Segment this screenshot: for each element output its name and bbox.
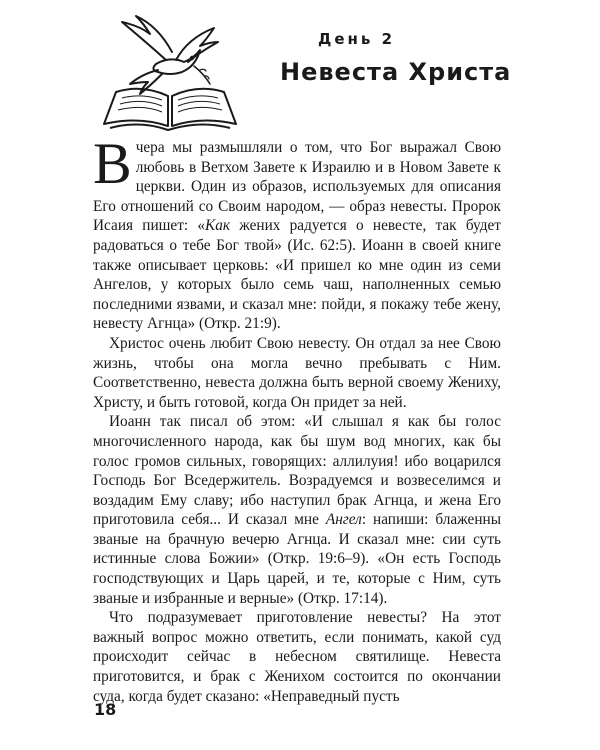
drop-cap: В xyxy=(93,131,132,196)
dove-over-open-book-icon xyxy=(96,12,244,132)
paragraph-3 xyxy=(93,412,501,608)
paragraph-4: Что подразумевает приготовление невесты? На этот важный вопрос можно ответить, если понимать, какой суд происходит сейчас в небесном святилище. Невеста приготовится, и брак с Женихом состоится по окончании суда, когда будет сказано: «Неправедный пусть xyxy=(93,609,501,705)
paragraph-2: Христос очень любит Свою невесту. Он отдал за нее Свою жизнь, чтобы она могла вечно пребывать с Ним. Соответственно, невеста должна быть верной своему Жениху, Христу, и быть готовой, когда Он придет за ней. xyxy=(93,334,501,411)
day-label: День 2 xyxy=(318,30,396,48)
paragraph-1-text-c: жених радуется о невесте, так будет радоваться о тебе Бог твой» (Ис. 62:5). Иоанн в своей книге также описывает церковь: «И пришел ко мне один из семи Ангелов, у которых было семь чаш, наполненных семью последними язвами, и сказал мне: пойди, я покажу тебе жену, невесту Агнца» (Откр. 21:9). xyxy=(93,217,501,333)
paragraph-1 xyxy=(93,131,501,334)
chapter-title: Невеста Христа xyxy=(280,58,512,86)
paragraph-1-text-a: чера мы размышляли о том, что Бог выражал Свою любовь в Ветхом Завете к Израилю и в Новом Завете к церкви. Один из образов, используемых для описания Его отношений со Своим народом, — образ невесты. Пророк Исаия пишет: « xyxy=(93,139,501,235)
dove-wing-back xyxy=(122,16,172,60)
page-number: 18 xyxy=(94,700,117,719)
paragraph-3-text-c: : напиши: блаженны званые на брачную вечерю Агнца. И сказал мне: сии суть истинные слова Божии» (Откр. 19:6–9). «Он есть Господь господствующих и Царь царей, и те, которые с Ним, суть званые и избранные и верные» (Откр. 17:14). xyxy=(93,511,501,607)
paragraph-3-italic: Ангел xyxy=(325,511,362,529)
paragraph-3-text-a: Иоанн так писал об этом: «И слышал я как бы голос многочисленного народа, как бы шум вод многих, как бы голос громов сильных, говорящих: аллилуия! ибо воцарился Господь Бог Вседержитель. Возрадуемся и возвеселимся и воздадим Ему славу; ибо наступил брак Агнца, и жена Его приготовила себя... И сказал мне xyxy=(93,413,501,529)
body-text xyxy=(93,131,501,706)
paragraph-1-italic: Как xyxy=(205,217,230,235)
dove-body xyxy=(153,50,200,74)
